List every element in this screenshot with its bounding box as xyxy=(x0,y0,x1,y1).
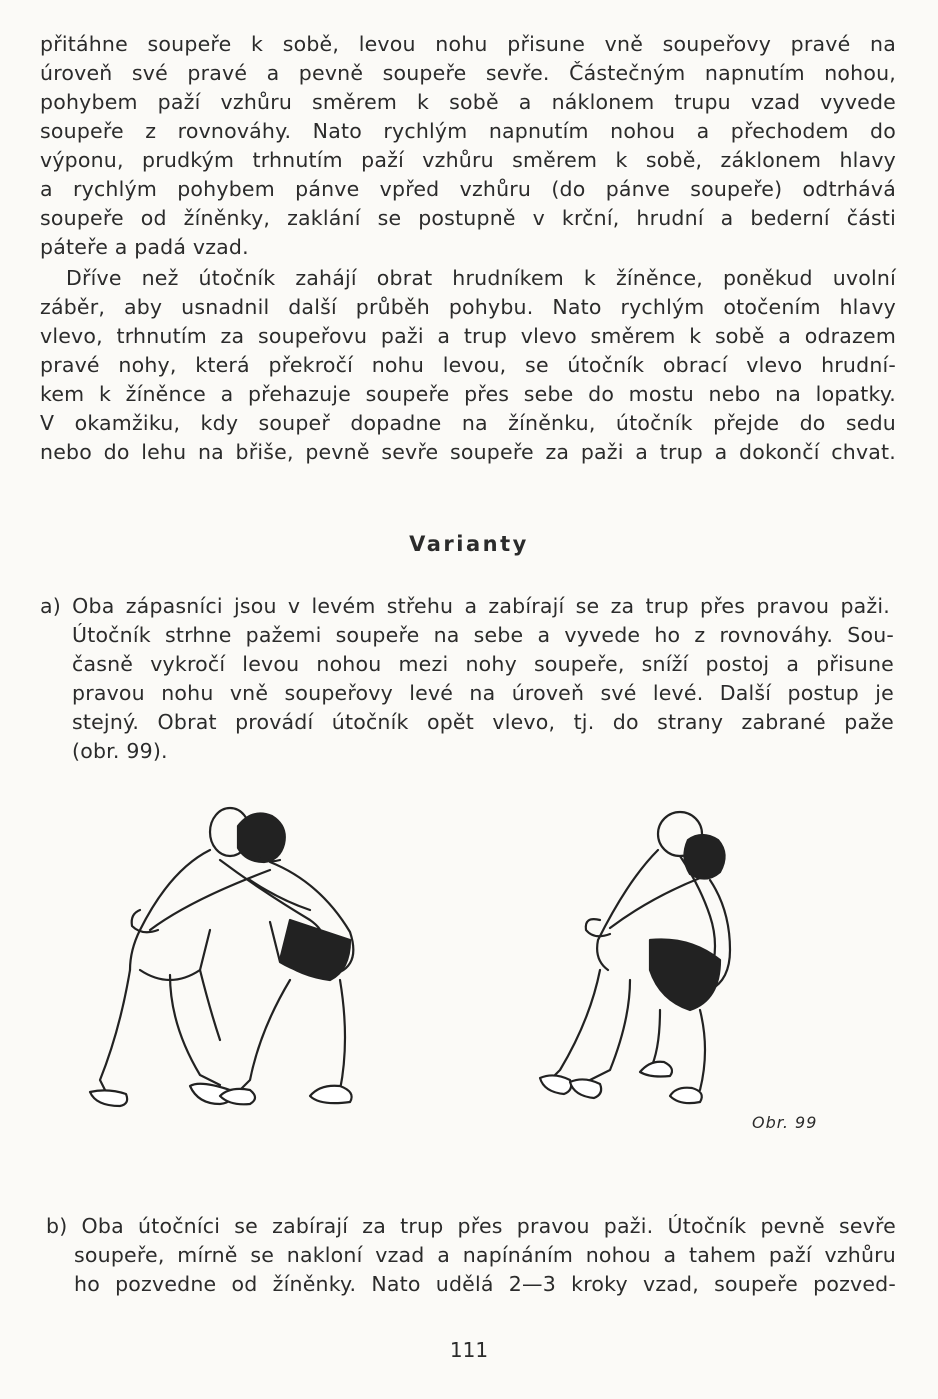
text-line: pravou nohu vně soupeřovy levé na úroveň své levé. Další postup je xyxy=(72,681,894,705)
text-line: V okamžiku, kdy soupeř dopadne na žíněnku, útočník přejde do sedu xyxy=(40,411,896,435)
page-number: 111 xyxy=(449,1338,489,1362)
text-line: soupeře od žíněnky, zaklání se postupně v krční, hrudní a bederní části xyxy=(40,206,896,230)
wrestlers-illustration-right xyxy=(530,810,740,1120)
text-line: soupeře z rovnováhy. Nato rychlým napnutím nohou a přechodem do xyxy=(40,119,896,143)
text-line: kem k žíněnce a přehazuje soupeře přes sebe do mostu nebo na lopatky. xyxy=(40,382,896,406)
text-line: přitáhne soupeře k sobě, levou nohu přisune vně soupeřovy pravé na xyxy=(40,32,896,56)
text-line: a) Oba zápasníci jsou v levém střehu a zabírají se za trup přes pravou paži. xyxy=(40,594,890,618)
text-line: (obr. 99). xyxy=(72,739,168,763)
text-line: Dříve než útočník zahájí obrat hrudníkem k žíněnce, poněkud uvolní xyxy=(66,266,896,290)
text-line: a rychlým pohybem pánve vpřed vzhůru (do pánve soupeře) odtrhává xyxy=(40,177,896,201)
section-heading: Varianty xyxy=(409,532,529,556)
text-line: záběr, aby usnadnil další průběh pohybu. Nato rychlým otočením hlavy xyxy=(40,295,896,319)
text-line: nebo do lehu na břiše, pevně sevře soupeře za paži a trup a dokončí chvat. xyxy=(40,440,896,464)
text-line: pohybem paží vzhůru směrem k sobě a náklonem trupu vzad vyvede xyxy=(40,90,896,114)
figure-caption: Obr. 99 xyxy=(752,1113,818,1132)
text-line: výponu, prudkým trhnutím paží vzhůru směrem k sobě, záklonem hlavy xyxy=(40,148,896,172)
text-line: pravé nohy, která překročí nohu levou, se útočník obrací vlevo hrudní- xyxy=(40,353,896,377)
text-line: Útočník strhne pažemi soupeře na sebe a vyvede ho z rovnováhy. Sou- xyxy=(72,623,894,647)
text-line: časně vykročí levou nohou mezi nohy soupeře, sníží postoj a přisune xyxy=(72,652,894,676)
text-line: úroveň své pravé a pevně soupeře sevře. Částečným napnutím nohou, xyxy=(40,61,896,85)
text-line: b) Oba útočníci se zabírají za trup přes pravou paži. Útočník pevně sevře xyxy=(46,1214,896,1238)
text-line: páteře a padá vzad. xyxy=(40,235,249,259)
text-line: soupeře, mírně se nakloní vzad a napínáním nohou a tahem paží vzhůru xyxy=(74,1243,896,1267)
text-line: ho pozvedne od žíněnky. Nato udělá 2—3 kroky vzad, soupeře pozved- xyxy=(74,1272,896,1296)
text-line: stejný. Obrat provádí útočník opět vlevo, tj. do strany zabrané paže xyxy=(72,710,894,734)
wrestlers-illustration-left xyxy=(70,800,370,1130)
text-line: vlevo, trhnutím za soupeřovu paži a trup vlevo směrem k sobě a odrazem xyxy=(40,324,896,348)
